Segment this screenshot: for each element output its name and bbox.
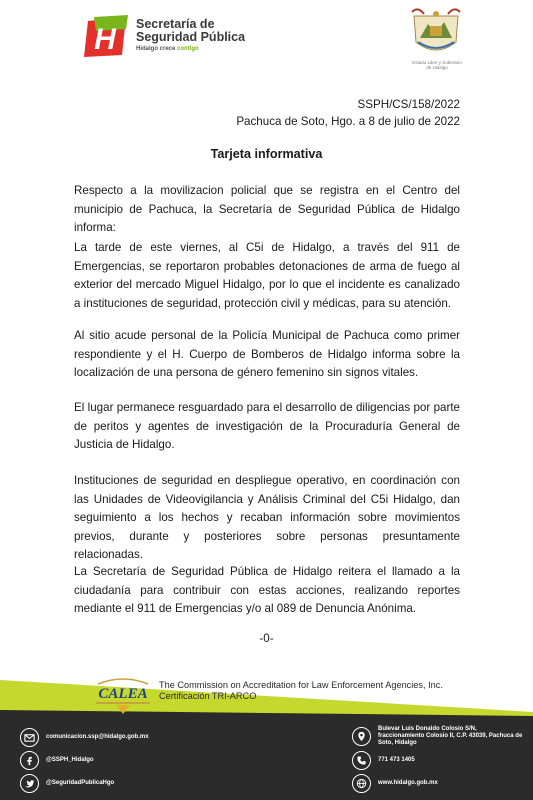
reference-block [236,96,460,130]
footer-facebook[interactable]: @SSPH_Hidalgo [20,751,94,770]
footer-website[interactable]: www.hidalgo.gob.mx [352,774,438,793]
calea-description: The Commission on Accreditation for Law Enforcement Agencies, Inc. Certificación TRI-ARCO [159,680,443,701]
paragraph: Al sitio acude personal de la Policía Municipal de Pachuca como primer respondiente y el H. Cuerpo de Bomberos de Hidalgo informa sobre la localización de una persona de género femenino sin signos vitales. [74,329,460,380]
twitter-icon [20,774,39,793]
svg-text:H: H [94,23,116,56]
logo-title-line1: Secretaría de [136,17,215,31]
reference-number: SSPH/CS/158/2022 [357,98,460,111]
coat-caption: Estado Libre y Soberano de Hidalgo [412,60,462,70]
document-title: Tarjeta informativa [210,147,323,161]
phone-icon [352,751,371,770]
paragraph: Respecto a la movilizacion policial que se registra en el Centro del municipio de Pachuca, la Secretaría de Seguridad Pública de Hidalgo informa: [74,184,460,235]
paragraph: Instituciones de seguridad en despliegue operativo, en coordinación con las Unidades de Videovigilancia y Análisis Criminal del C5i Hidalgo, dan seguimiento a los hechos y recaban información sobre movimientos previos, durante y posteriores sobre personas presuntamente relacionadas. [74,474,460,562]
svg-text:CALEA: CALEA [98,686,148,702]
paragraph: La tarde de este viernes, al C5i de Hidalgo, a través del 911 de Emergencias, se reportaron probables detonaciones de arma de fuego al exterior del mercado Miguel Hidalgo, por lo que el incidente es canalizado a instituciones de seguridad, protección civil y médicas, para su atención. [74,241,460,310]
facebook-icon [20,751,39,770]
logo-tagline: Hidalgo crece contigo [136,46,199,52]
footer-address: Bulevar Luis Donaldo Colosio S/N, fraccionamiento Colosio II, C.P. 43039, Pachuca de Soto, Hidalgo [352,726,523,747]
calea-logo [90,676,156,714]
footer-phone[interactable]: 771 473 1405 [352,751,415,770]
mail-icon [20,728,39,747]
location-pin-icon [352,727,371,746]
end-mark: -0- [259,632,274,645]
globe-icon [352,774,371,793]
place-date: Pachuca de Soto, Hgo. a 8 de julio de 2022 [236,115,460,128]
paragraph: El lugar permanece resguardado para el desarrollo de diligencias por parte de peritos y agentes de investigación de la Procuraduría General de Justicia de Hidalgo. [74,401,460,452]
paragraph: La Secretaría de Seguridad Pública de Hidalgo reitera el llamado a la ciudadanía para contribuir con estas acciones, realizando reportes mediante el 911 de Emergencias y/o al 089 de Denuncia Anónima. [74,565,460,616]
ssp-logo [82,15,252,59]
h-logo-icon [82,15,128,57]
logo-title-line2: Seguridad Pública [136,30,246,44]
footer-twitter[interactable]: @SeguridadPublicaHgo [20,774,114,793]
coat-of-arms-icon [408,6,464,58]
footer-email[interactable]: comunicacion.ssp@hidalgo.gob.mx [20,728,149,747]
